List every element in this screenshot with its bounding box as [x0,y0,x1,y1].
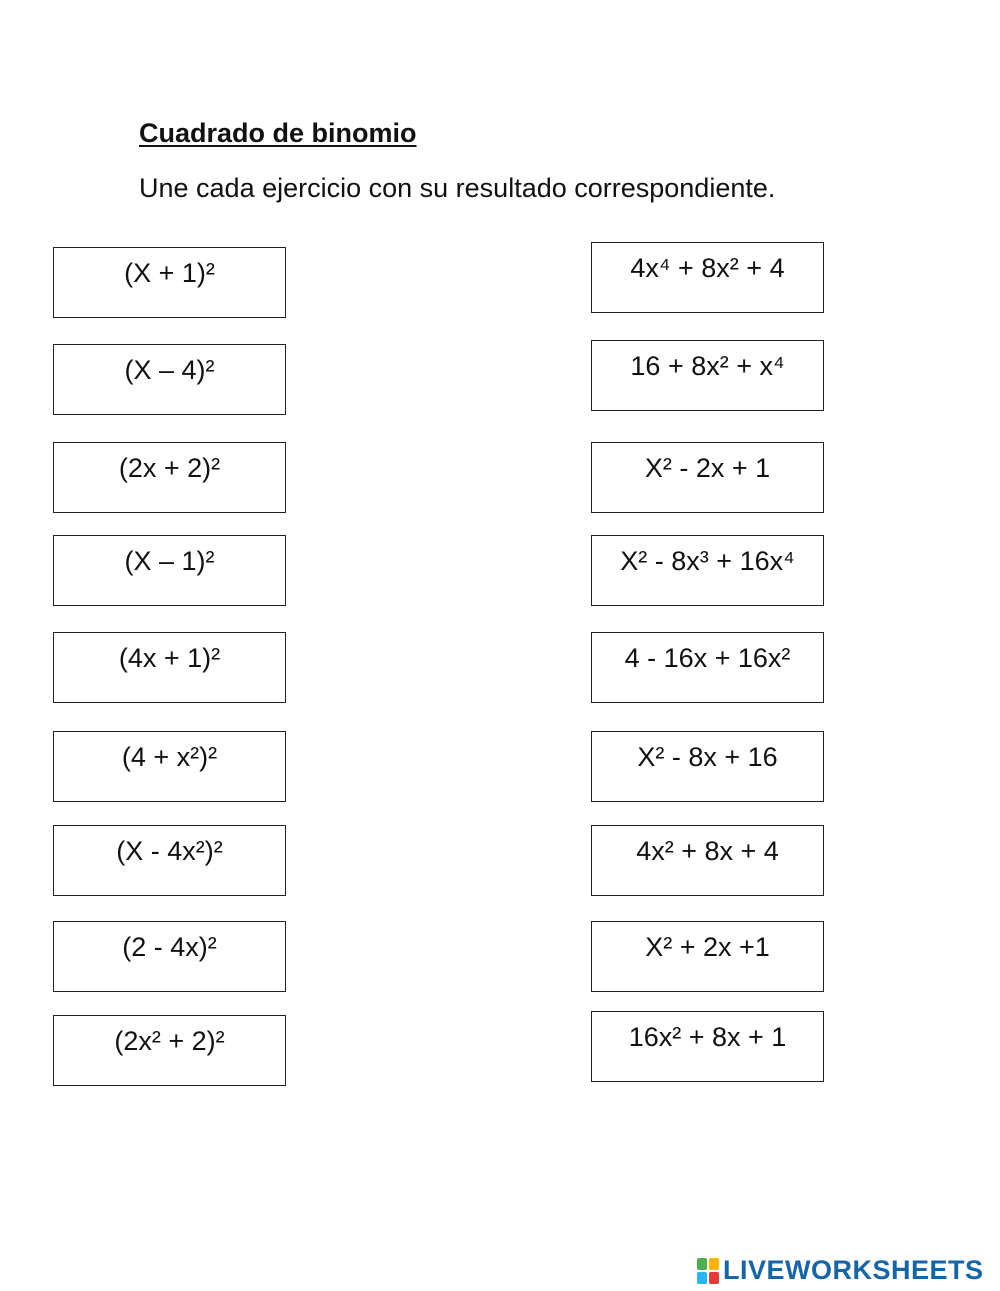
result-box-5[interactable]: 4 - 16x + 16x² [591,632,824,703]
result-box-3[interactable]: X² - 2x + 1 [591,442,824,513]
brand-name: LIVEWORKSHEETS [723,1255,984,1285]
exercise-box-3[interactable]: (2x + 2)² [53,442,286,513]
exercise-box-1[interactable]: (X + 1)² [53,247,286,318]
exercise-box-4[interactable]: (X – 1)² [53,535,286,606]
exercise-box-8[interactable]: (2 - 4x)² [53,921,286,992]
exercise-box-7[interactable]: (X - 4x²)² [53,825,286,896]
liveworksheets-logo-icon [697,1258,719,1284]
result-box-9[interactable]: 16x² + 8x + 1 [591,1011,824,1082]
exercise-box-9[interactable]: (2x² + 2)² [53,1015,286,1086]
worksheet-instructions: Une cada ejercicio con su resultado correspondiente. [139,173,776,203]
liveworksheets-brand [697,1255,984,1286]
exercise-box-6[interactable]: (4 + x²)² [53,731,286,802]
result-box-7[interactable]: 4x² + 8x + 4 [591,825,824,896]
result-box-6[interactable]: X² - 8x + 16 [591,731,824,802]
result-box-8[interactable]: X² + 2x +1 [591,921,824,992]
logo-square-4 [709,1272,719,1284]
result-box-1[interactable]: 4x⁴ + 8x² + 4 [591,242,824,313]
worksheet-title: Cuadrado de binomio [139,118,417,148]
logo-square-3 [697,1272,707,1284]
result-box-4[interactable]: X² - 8x³ + 16x⁴ [591,535,824,606]
logo-square-2 [709,1258,719,1270]
result-box-2[interactable]: 16 + 8x² + x⁴ [591,340,824,411]
logo-square-1 [697,1258,707,1270]
exercise-box-5[interactable]: (4x + 1)² [53,632,286,703]
exercise-box-2[interactable]: (X – 4)² [53,344,286,415]
